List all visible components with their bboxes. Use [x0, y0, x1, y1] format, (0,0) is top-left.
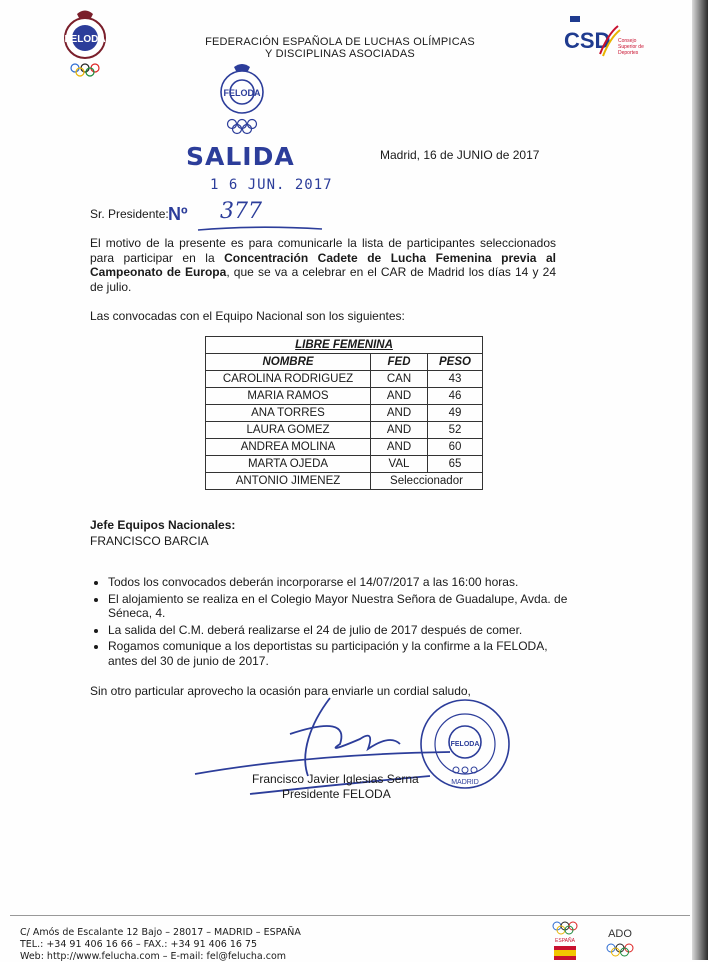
registration-prefix: Nº — [168, 204, 188, 224]
coach-row — [206, 473, 483, 490]
roster-title: LIBRE FEMENINA — [206, 337, 483, 354]
cell-peso: 52 — [428, 422, 483, 439]
list-item: • El alojamiento se realiza en el Colegio Mayor Nuestra Señora de Guadalupe, Avda. de Séneca, 4. — [108, 592, 578, 621]
table-row — [206, 456, 483, 473]
feloda-logo-text: FELODA — [64, 34, 106, 45]
footer-divider — [10, 915, 690, 916]
cell-peso: 65 — [428, 456, 483, 473]
signer-name: Francisco Javier Iglesias Serna — [252, 772, 419, 786]
intro-text-bold: Concentración Cadete de Lucha Femenina previa al Campeonato de Europa — [90, 250, 556, 279]
table-row — [206, 439, 483, 456]
cell-nombre: LAURA GOMEZ — [206, 422, 371, 439]
ado-badge-text: ADO — [608, 928, 632, 940]
footer-web: Web: http://www.felucha.com – E-mail: fel@felucha.com — [20, 951, 287, 962]
feloda-logo — [55, 8, 115, 78]
registration-underline — [196, 222, 326, 234]
cell-nombre: MARIA RAMOS — [206, 388, 371, 405]
cell-nombre: ANA TORRES — [206, 405, 371, 422]
cell-nombre: CAROLINA RODRIGUEZ — [206, 371, 371, 388]
cell-peso: 60 — [428, 439, 483, 456]
letter-date: Madrid, 16 de JUNIO de 2017 — [380, 148, 540, 162]
table-row — [206, 405, 483, 422]
cell-peso: 43 — [428, 371, 483, 388]
convocadas-line: Las convocadas con el Equipo Nacional son los siguientes: — [90, 309, 405, 323]
cell-coach-name: ANTONIO JIMENEZ — [206, 473, 371, 490]
page-edge-shadow — [692, 0, 708, 960]
cell-peso: 46 — [428, 388, 483, 405]
intro-paragraph — [90, 236, 556, 294]
table-row — [206, 371, 483, 388]
registration-number: 377 — [220, 199, 262, 224]
salutation: Sr. Presidente: — [90, 207, 169, 221]
col-header-nombre: NOMBRE — [206, 354, 371, 371]
table-row — [206, 388, 483, 405]
cell-fed: AND — [371, 422, 428, 439]
table-row — [206, 422, 483, 439]
cell-fed: AND — [371, 405, 428, 422]
csd-logo-text: CSD — [564, 28, 611, 53]
cell-fed: AND — [371, 439, 428, 456]
intro-text-b: , que se va a celebrar en el CAR de Madrid los días 14 y 24 de julio. — [90, 265, 556, 294]
cell-nombre: ANDREA MOLINA — [206, 439, 371, 456]
roster-header-row — [206, 354, 483, 371]
closing-line: Sin otro particular aprovecho la ocasión para enviarle un cordial saludo, — [90, 684, 471, 698]
list-item: • Todos los convocados deberán incorporarse el 14/07/2017 a las 16:00 horas. — [108, 575, 578, 590]
espana-badge-text: ESPAÑA — [555, 938, 575, 944]
salida-stamp: SALIDA — [186, 142, 295, 171]
org-line2: Y DISCIPLINAS ASOCIADAS — [265, 48, 415, 60]
signer-seal-text: FELODA — [450, 741, 480, 748]
org-title — [160, 36, 520, 60]
signer-title: Presidente FELODA — [282, 787, 391, 801]
salida-stamp-date: 1 6 JUN. 2017 — [210, 177, 333, 193]
notes-list — [90, 575, 578, 670]
footer-address: C/ Amós de Escalante 12 Bajo – 28017 – MADRID – ESPAÑA — [20, 927, 301, 938]
csd-sub-3: Deportes — [618, 50, 639, 56]
csd-logo — [560, 14, 645, 64]
list-item: • Rogamos comunique a los deportistas su participación y la confirme a la FELODA, antes del 30 de junio de 2017. — [108, 639, 578, 668]
stamp-seal-text: FELODA — [223, 88, 261, 98]
cell-fed: AND — [371, 388, 428, 405]
csd-sub-2: Superior de — [618, 44, 644, 50]
cell-fed: CAN — [371, 371, 428, 388]
intro-text-a: El motivo de la presente es para comunicarle la lista de participantes seleccionados para participar en la — [90, 236, 556, 265]
stamp-seal — [206, 62, 278, 140]
signer-seal-city: MADRID — [451, 779, 479, 786]
roster-table — [205, 336, 483, 490]
col-header-fed: FED — [371, 354, 428, 371]
cell-coach-role: Seleccionador — [371, 473, 483, 490]
csd-sub-1: Consejo — [618, 38, 637, 44]
jefe-heading: Jefe Equipos Nacionales: — [90, 518, 236, 532]
col-header-peso: PESO — [428, 354, 483, 371]
roster-title-row — [206, 337, 483, 354]
espana-olympic-badge — [548, 918, 582, 960]
cell-peso: 49 — [428, 405, 483, 422]
cell-nombre: MARTA OJEDA — [206, 456, 371, 473]
ado-badge — [602, 924, 638, 960]
footer-phones: TEL.: +34 91 406 16 66 – FAX.: +34 91 406 16 75 — [20, 939, 258, 950]
jefe-name: FRANCISCO BARCIA — [90, 534, 209, 548]
cell-fed: VAL — [371, 456, 428, 473]
org-line1: FEDERACIÓN ESPAÑOLA DE LUCHAS OLÍMPICAS — [205, 36, 475, 48]
list-item: • La salida del C.M. deberá realizarse el 24 de julio de 2017 después de comer. — [108, 623, 578, 638]
